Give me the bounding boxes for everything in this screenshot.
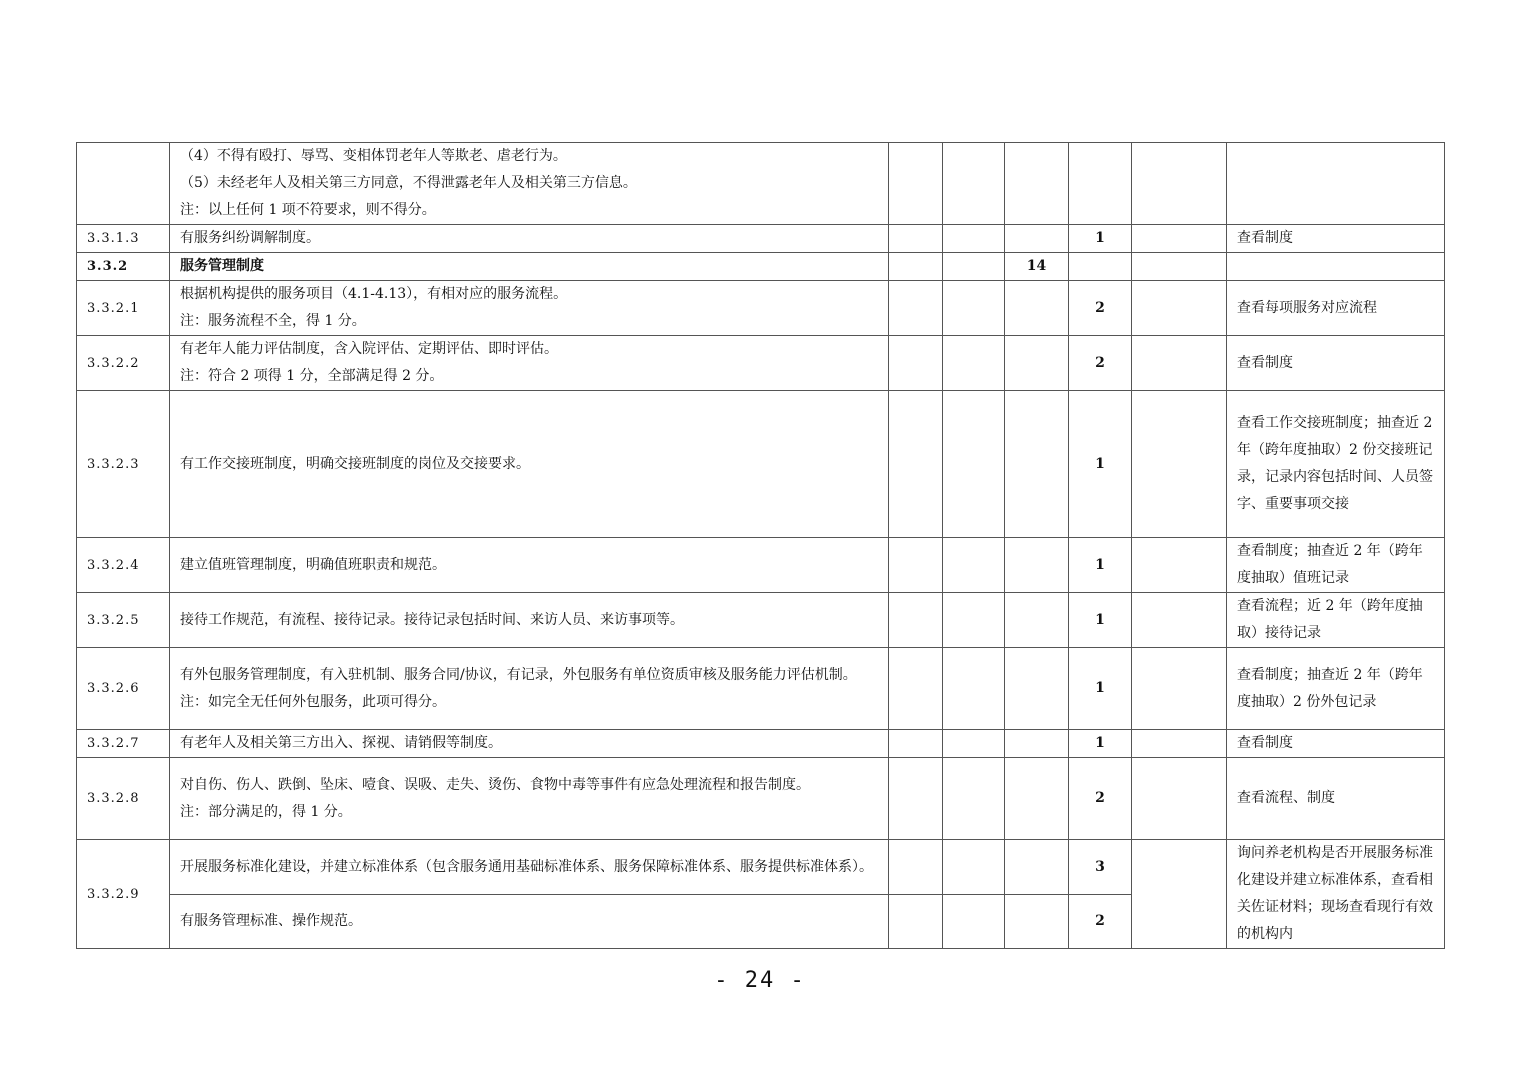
empty-cell <box>943 253 1005 281</box>
item-code: 3.3.2.5 <box>77 593 170 648</box>
item-content <box>170 336 889 391</box>
check-method: 查看制度 <box>1227 225 1445 253</box>
table-row <box>77 730 1445 758</box>
content-line: 服务管理制度 <box>180 258 264 274</box>
empty-cell <box>943 225 1005 253</box>
table-row <box>77 593 1445 648</box>
check-method <box>1227 253 1445 281</box>
empty-cell <box>1132 840 1227 949</box>
check-method: 查看工作交接班制度；抽查近 2 年（跨年度抽取）2 份交接班记录，记录内容包括时间、人员签字、重要事项交接 <box>1227 391 1445 538</box>
table-row <box>77 281 1445 336</box>
section-total <box>1005 840 1069 895</box>
table-row <box>77 538 1445 593</box>
item-score: 1 <box>1069 648 1132 730</box>
empty-cell <box>889 336 943 391</box>
empty-cell <box>943 840 1005 895</box>
empty-cell <box>1132 225 1227 253</box>
section-total: 14 <box>1005 253 1069 281</box>
content-line: 有服务管理标准、操作规范。 <box>180 913 362 929</box>
content-line: 有服务纠纷调解制度。 <box>180 230 320 246</box>
table-row <box>77 253 1445 281</box>
empty-cell <box>889 253 943 281</box>
content-line: 对自伤、伤人、跌倒、坠床、噎食、误吸、走失、烫伤、食物中毒等事件有应急处理流程和报告制度。 <box>180 776 810 793</box>
item-content <box>170 253 889 281</box>
empty-cell <box>889 895 943 949</box>
item-code <box>77 143 170 225</box>
evaluation-table <box>76 142 1445 949</box>
item-content <box>170 143 889 225</box>
table-row <box>77 648 1445 730</box>
section-total <box>1005 225 1069 253</box>
table-row <box>77 225 1445 253</box>
table-row <box>77 758 1445 840</box>
section-total <box>1005 730 1069 758</box>
item-code: 3.3.2.9 <box>77 840 170 949</box>
item-code: 3.3.2.6 <box>77 648 170 730</box>
item-code: 3.3.2.2 <box>77 336 170 391</box>
check-method: 查看制度 <box>1227 336 1445 391</box>
item-code: 3.3.1.3 <box>77 225 170 253</box>
empty-cell <box>1132 538 1227 593</box>
section-total <box>1005 895 1069 949</box>
empty-cell <box>943 648 1005 730</box>
item-content <box>170 225 889 253</box>
empty-cell <box>943 895 1005 949</box>
item-score: 2 <box>1069 895 1132 949</box>
section-total <box>1005 391 1069 538</box>
item-score: 1 <box>1069 538 1132 593</box>
section-total <box>1005 281 1069 336</box>
content-line: 根据机构提供的服务项目（4.1-4.13），有相对应的服务流程。 <box>180 286 568 302</box>
item-code: 3.3.2.8 <box>77 758 170 840</box>
empty-cell <box>943 538 1005 593</box>
content-line: （4）不得有殴打、辱骂、变相体罚老年人等欺老、虐老行为。 <box>180 148 567 164</box>
content-line: 有外包服务管理制度，有入驻机制、服务合同/协议，有记录，外包服务有单位资质审核及服务能力评估机制。 <box>180 666 857 683</box>
empty-cell <box>1132 336 1227 391</box>
content-line: 建立值班管理制度，明确值班职责和规范。 <box>180 556 446 573</box>
section-total <box>1005 538 1069 593</box>
item-score: 2 <box>1069 758 1132 840</box>
item-score <box>1069 253 1132 281</box>
item-content <box>170 391 889 538</box>
item-content <box>170 730 889 758</box>
empty-cell <box>943 143 1005 225</box>
check-method <box>1227 143 1445 225</box>
content-line: 注：符合 2 项得 1 分，全部满足得 2 分。 <box>180 368 444 384</box>
empty-cell <box>889 391 943 538</box>
table-row <box>77 391 1445 538</box>
item-score: 1 <box>1069 225 1132 253</box>
empty-cell <box>1132 593 1227 648</box>
item-content <box>170 648 889 730</box>
content-line: 注：如完全无任何外包服务，此项可得分。 <box>180 693 446 710</box>
item-content <box>170 840 889 895</box>
empty-cell <box>943 281 1005 336</box>
check-method: 查看制度；抽查近 2 年（跨年度抽取）值班记录 <box>1227 538 1445 593</box>
empty-cell <box>1132 648 1227 730</box>
empty-cell <box>889 648 943 730</box>
empty-cell <box>1132 281 1227 336</box>
table-row <box>77 336 1445 391</box>
item-score: 1 <box>1069 391 1132 538</box>
empty-cell <box>889 143 943 225</box>
item-score: 1 <box>1069 593 1132 648</box>
item-content <box>170 538 889 593</box>
empty-cell <box>889 840 943 895</box>
item-content <box>170 895 889 949</box>
item-score: 3 <box>1069 840 1132 895</box>
empty-cell <box>943 730 1005 758</box>
item-code: 3.3.2.3 <box>77 391 170 538</box>
content-line: 有老年人能力评估制度，含入院评估、定期评估、即时评估。 <box>180 341 558 357</box>
item-score: 1 <box>1069 730 1132 758</box>
table-row <box>77 840 1445 895</box>
content-line: 有老年人及相关第三方出入、探视、请销假等制度。 <box>180 735 502 751</box>
item-code: 3.3.2.4 <box>77 538 170 593</box>
content-line: （5）未经老年人及相关第三方同意，不得泄露老年人及相关第三方信息。 <box>180 175 637 191</box>
check-method: 查看制度；抽查近 2 年（跨年度抽取）2 份外包记录 <box>1227 648 1445 730</box>
content-line: 注：部分满足的，得 1 分。 <box>180 803 352 820</box>
item-score: 2 <box>1069 281 1132 336</box>
check-method: 查看流程；近 2 年（跨年度抽取）接待记录 <box>1227 593 1445 648</box>
section-total <box>1005 143 1069 225</box>
empty-cell <box>943 758 1005 840</box>
item-score: 2 <box>1069 336 1132 391</box>
check-method: 查看制度 <box>1227 730 1445 758</box>
table-row <box>77 143 1445 225</box>
item-score <box>1069 143 1132 225</box>
empty-cell <box>889 758 943 840</box>
content-line: 注：服务流程不全，得 1 分。 <box>180 313 366 329</box>
empty-cell <box>1132 758 1227 840</box>
empty-cell <box>889 538 943 593</box>
empty-cell <box>889 225 943 253</box>
empty-cell <box>1132 253 1227 281</box>
section-total <box>1005 758 1069 840</box>
check-method: 询问养老机构是否开展服务标准化建设并建立标准体系，查看相关佐证材料；现场查看现行有效的机构内 <box>1227 840 1445 949</box>
item-content <box>170 281 889 336</box>
content-line: 注：以上任何 1 项不符要求，则不得分。 <box>180 202 436 218</box>
empty-cell <box>1132 143 1227 225</box>
page-number: - 24 - <box>714 968 806 993</box>
content-line: 有工作交接班制度，明确交接班制度的岗位及交接要求。 <box>180 455 530 472</box>
empty-cell <box>1132 391 1227 538</box>
section-total <box>1005 336 1069 391</box>
item-code: 3.3.2 <box>77 253 170 281</box>
check-method: 查看每项服务对应流程 <box>1227 281 1445 336</box>
item-content <box>170 593 889 648</box>
item-content <box>170 758 889 840</box>
empty-cell <box>889 730 943 758</box>
empty-cell <box>889 281 943 336</box>
empty-cell <box>889 593 943 648</box>
content-line: 开展服务标准化建设，并建立标准体系（包含服务通用基础标准体系、服务保障标准体系、服务提供标准体系）。 <box>180 858 873 875</box>
section-total <box>1005 593 1069 648</box>
empty-cell <box>943 336 1005 391</box>
empty-cell <box>943 593 1005 648</box>
empty-cell <box>1132 730 1227 758</box>
item-code: 3.3.2.1 <box>77 281 170 336</box>
check-method: 查看流程、制度 <box>1227 758 1445 840</box>
item-code: 3.3.2.7 <box>77 730 170 758</box>
content-line: 接待工作规范，有流程、接待记录。接待记录包括时间、来访人员、来访事项等。 <box>180 611 684 628</box>
empty-cell <box>943 391 1005 538</box>
section-total <box>1005 648 1069 730</box>
